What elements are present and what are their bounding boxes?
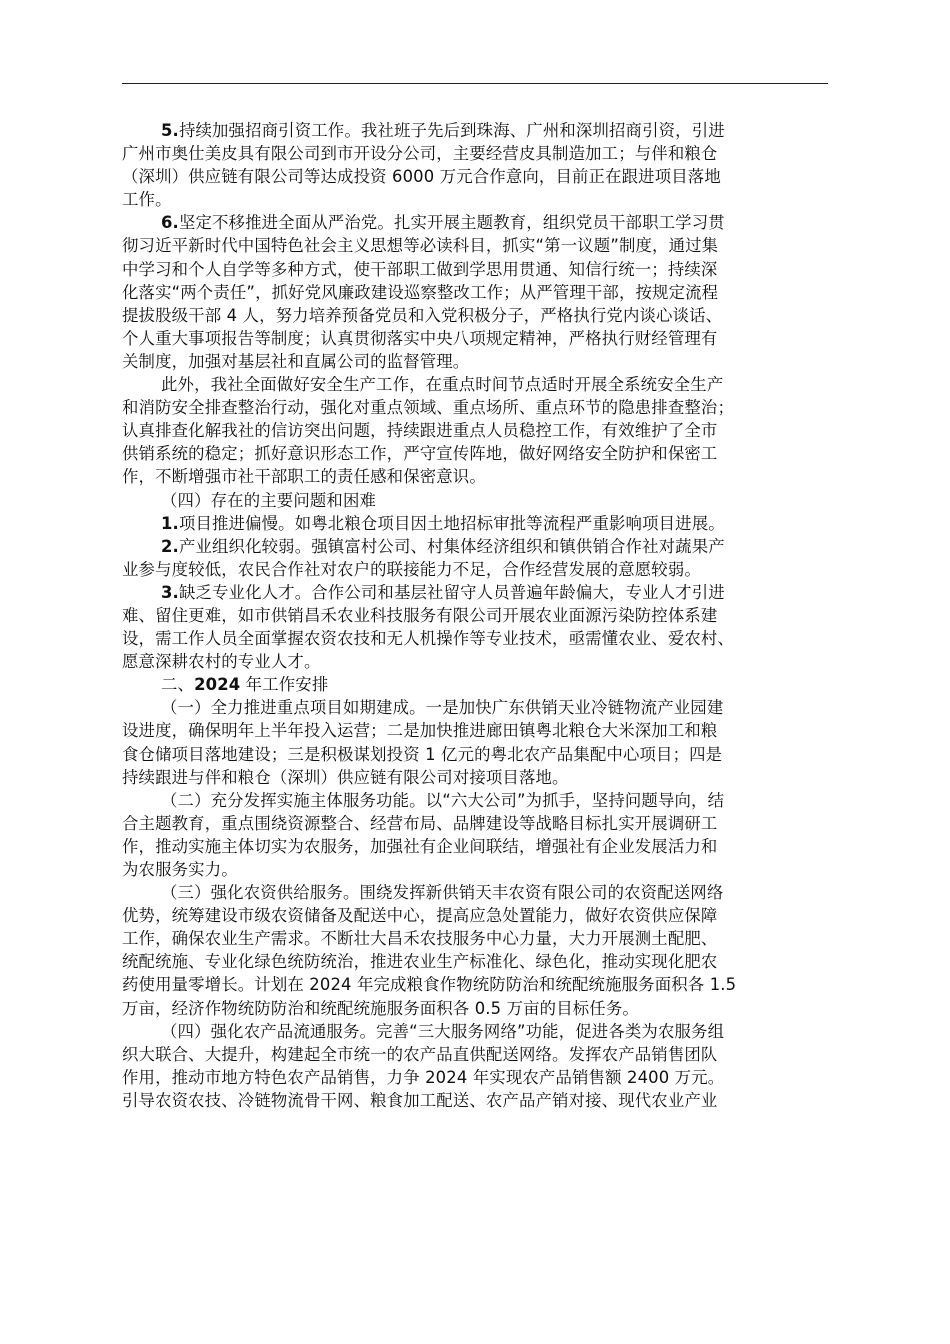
paragraph-item-6 [122,211,830,373]
paragraph-text: 产业组织化较弱。强镇富村公司、村集体经济组织和镇供销合作社对蔬果产 业参与度较低，农民合作社对农户的联接能力不足，合作经营发展的意愿较弱。 [122,536,725,579]
heading-text: （四）存在的主要问题和困难 [161,490,377,510]
paragraph-text: （一）全力推进重点项目如期建成。一是加快广东供销天业冷链物流产业园建 设进度，确保明年上半年投入运营；二是加快推进廊田镇粤北粮仓大米深加工和粮 食仓储项目落地建设；三是积极谋划投资 1 亿元的粤北农产品集配中心项目；四是 持续跟进与伴和粮仓（深圳）供应链有限公司对接项目落地。 [122,698,724,787]
section-heading-2024-plan [122,673,830,696]
heading-text: 年工作安排 [240,675,329,695]
paragraph-text: （四）强化农产品流通服务。完善“三大服务网络”功能，促进各类为农服务组 织大联合、大提升，构建起全市统一的农产品直供配送网络。发挥农产品销售团队 作用，推动市地方特色农产品销售，力争 2024 年实现农产品销售额 2400 万元。 引导农资农技、冷链物流骨干网、粮食加工配送、农产品产销对接、现代农业产业 [122,1021,725,1110]
paragraph-plan-2 [122,789,830,881]
paragraph-text: （三）强化农资供给服务。围绕发挥新供销天丰农资有限公司的农资配送网络 优势，统筹建设市级农资储备及配送中心，提高应急处置能力，做好农资供应保障 工作，确保农业生产需求。不断壮大昌禾农技服务中心力量，大力开展测土配肥、 统配统施、专业化绿色统防统治，推进农业生产标准化、绿色化，推动实现化肥农 药使用量零增长。计划在 2024 年完成粮食作物统防防治和统配统施服务面积各 1.5 万亩，经济作物统防防治和统配统施服务面积各 0.5 万亩的目标任务。 [122,883,737,1018]
document-body [122,119,830,1112]
item-number: 5. [161,121,179,140]
paragraph-text: 缺乏专业化人才。合作公司和基层社留守人员普遍年龄偏大，专业人才引进 难、留住更难，如市供销昌禾农业科技服务有限公司开展农业面源污染防控体系建 设，需工作人员全面掌握农资农技和无人机操作等专业技术，亟需懂农业、爱农村、 愿意深耕农村的专业人才。 [122,582,735,672]
paragraph-text: 项目推进偏慢。如粤北粮仓项目因土地招标审批等流程严重影响项目进展。 [178,513,725,533]
item-number: 3. [161,582,179,602]
paragraph-item-5 [122,119,830,211]
paragraph-problem-2 [122,535,830,581]
paragraph-problem-3 [122,581,830,673]
item-number: 6. [161,213,179,233]
heading-year: 2024 [194,675,241,695]
paragraph-plan-4 [122,1020,830,1112]
item-number: 1. [161,513,179,533]
header-rule [122,83,828,84]
heading-prefix: 二、 [161,675,195,695]
paragraph-text: 持续加强招商引资工作。我社班子先后到珠海、广州和深圳招商引资，引进 广州市奥仕美皮具有限公司到市开设分公司，主要经营皮具制造加工；与伴和粮仓 （深圳）供应链有限公司等达成投资 6000 万元合作意向，目前正在跟进项目落地 工作。 [122,121,725,210]
paragraph-safety-production [122,373,830,488]
paragraph-problem-1 [122,512,830,535]
item-number: 2. [161,536,179,556]
paragraph-text: 此外，我社全面做好安全生产工作，在重点时间节点适时开展全系统安全生产 和消防安全排查整治行动，强化对重点领域、重点场所、重点环节的隐患排查整治； 认真排查化解我社的信访突出问题，持续跟进重点人员稳控工作，有效维护了全市 供销系统的稳定；抓好意识形态工作，严守宣传阵地，做好网络安全防护和保密工 作，不断增强市社干部职工的责任感和保密意识。 [122,375,735,487]
paragraph-text: （二）充分发挥实施主体服务功能。以“六大公司”为抓手，坚持问题导向，结 合主题教育，重点围绕资源整合、经营布局、品牌建设等战略目标扎实开展调研工 作，推动实施主体切实为农服务，加强社有企业间联结，增强社有企业发展活力和 为农服务实力。 [122,790,725,879]
paragraph-plan-3 [122,881,830,1020]
section-heading-problems [122,489,830,512]
paragraph-plan-1 [122,696,830,788]
paragraph-text: 坚定不移推进全面从严治党。扎实开展主题教育，组织党员干部职工学习贯 彻习近平新时代中国特色社会主义思想等必读科目，抓实“第一议题”制度，通过集 中学习和个人自学等多种方式，使干部职工做到学思用贯通、知信行统一；持续深 化落实“两个责任”，抓好党风廉政建设巡察整改工作；从严管理干部，按规定流程 提拔股级干部 4 人，努力培养预备党员和入党积极分子，严格执行党内谈心谈话、 个人重大事项报告等制度；认真贯彻落实中央八项规定精神，严格执行财经管理有 关制度，加强对基层社和直属公司的监督管理。 [122,213,725,371]
